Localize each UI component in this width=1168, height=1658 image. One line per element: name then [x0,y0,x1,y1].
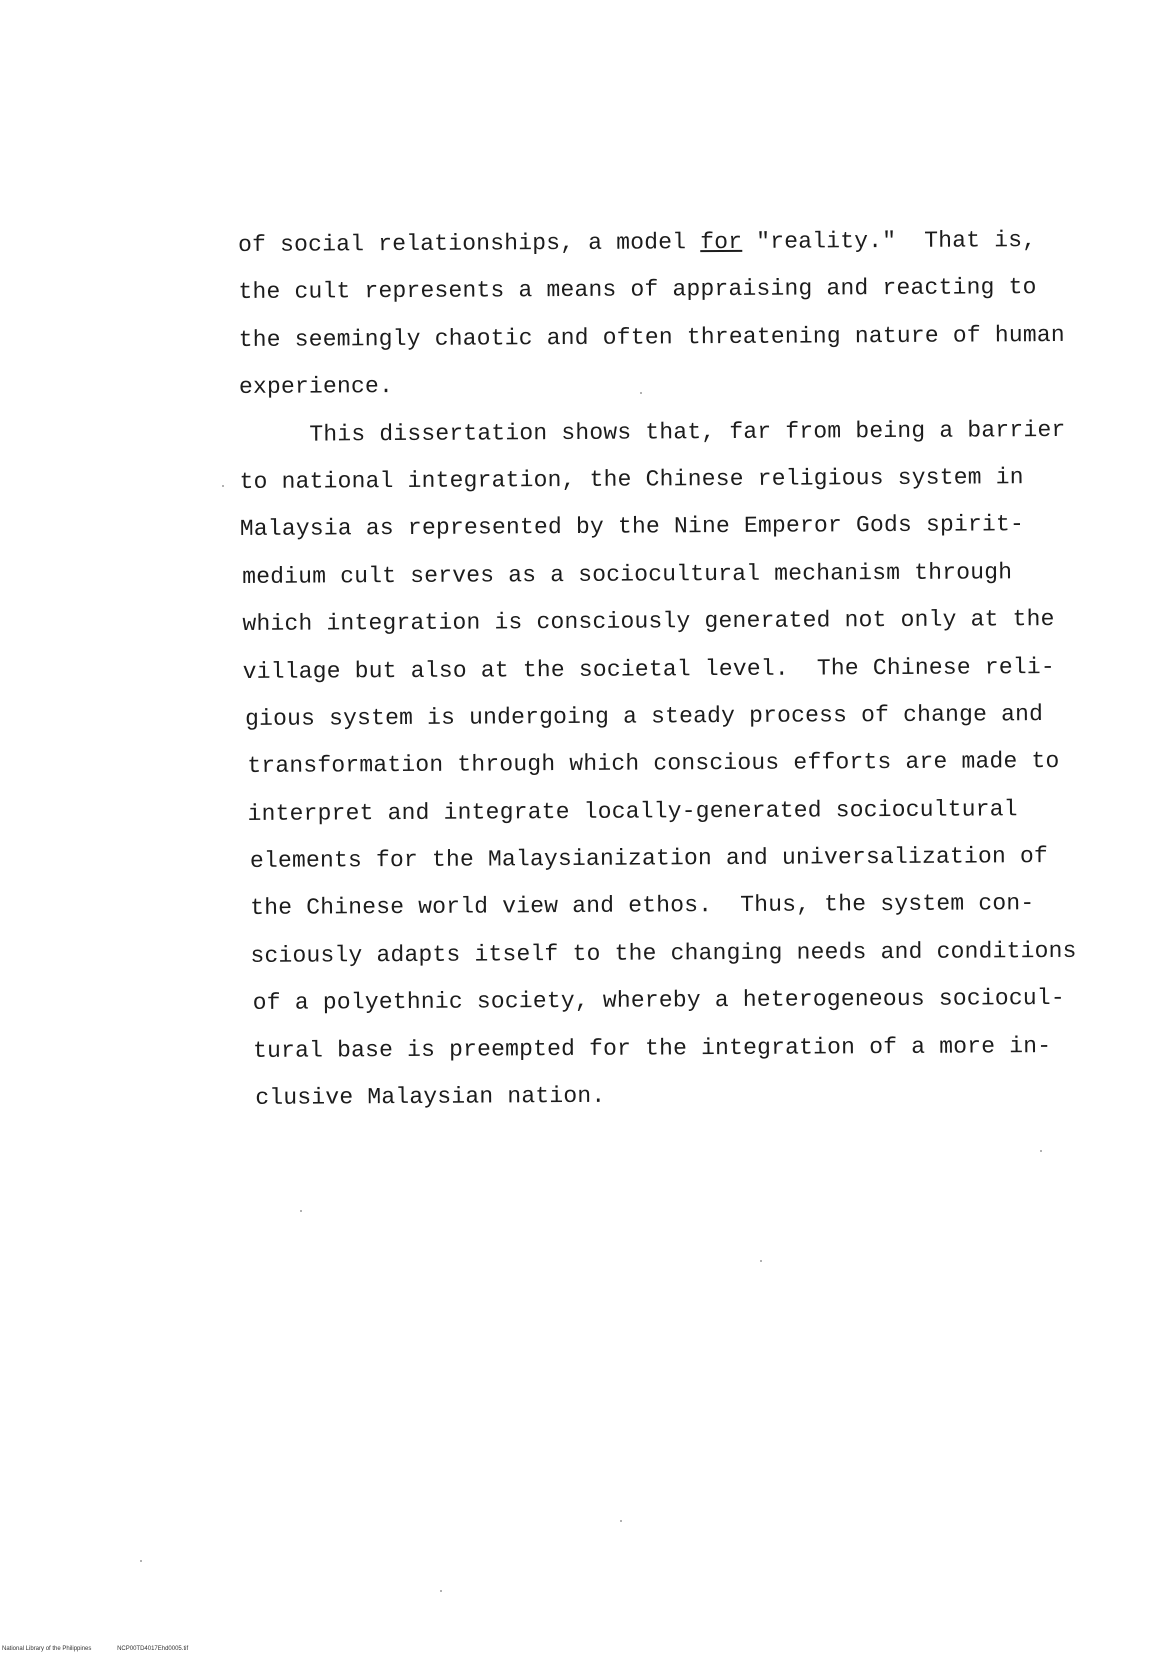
scan-speck [1040,1150,1042,1152]
scan-speck [760,1260,762,1262]
scan-speck [620,1520,622,1522]
body-text [238,217,1103,1123]
text-line: Malaysia as represented by the Nine Emperor Gods spirit- [239,511,1025,543]
text-line: the cult represents a means of appraising and reacting to [238,274,1037,306]
text-line: clusive Malaysian nation. [255,1082,606,1111]
text-line: interpret and integrate locally-generated sociocultural [247,795,1018,827]
text-line: tural base is preempted for the integration of a more in- [252,1032,1052,1064]
text-line: to national integration, the Chinese religious system in [239,464,1024,495]
text-line: transformation through which conscious efforts are made to [247,748,1060,780]
scan-speck [140,1560,142,1562]
text-line: village but also at the societal level. The Chinese reli- [242,653,1055,685]
text-line: experience. [238,373,394,401]
file-name: NCP00TD4017Ehd0005.tif [117,1646,189,1652]
scan-speck [222,485,224,487]
text-line: which integration is consciously generated not only at the [242,606,1055,638]
text-line: the Chinese world view and ethos. Thus, the system con- [250,890,1035,922]
library-credit: National Library of the Philippines [2,1646,92,1652]
paragraph-first-line: This dissertation shows that, far from being a barrier [309,416,1066,448]
text-line: gious system is undergoing a steady process of change and [244,700,1044,732]
text-line: sciously adapts itself to the changing needs and conditions [250,937,1077,969]
scan-speck [440,1590,442,1592]
scan-speck [300,1210,302,1212]
scan-footer [2,1646,212,1652]
underlined-word: for [700,228,743,256]
text-line: the seemingly chaotic and often threatening nature of human [238,321,1065,353]
text-line: elements for the Malaysianization and universalization of [249,843,1049,875]
text-line: of social relationships, a model for "reality." That is, [238,227,1037,258]
text-line: medium cult serves as a sociocultural mechanism through [242,559,1013,590]
text-line: of a polyethnic society, whereby a heterogeneous sociocul- [252,985,1065,1017]
scan-speck [640,392,642,394]
